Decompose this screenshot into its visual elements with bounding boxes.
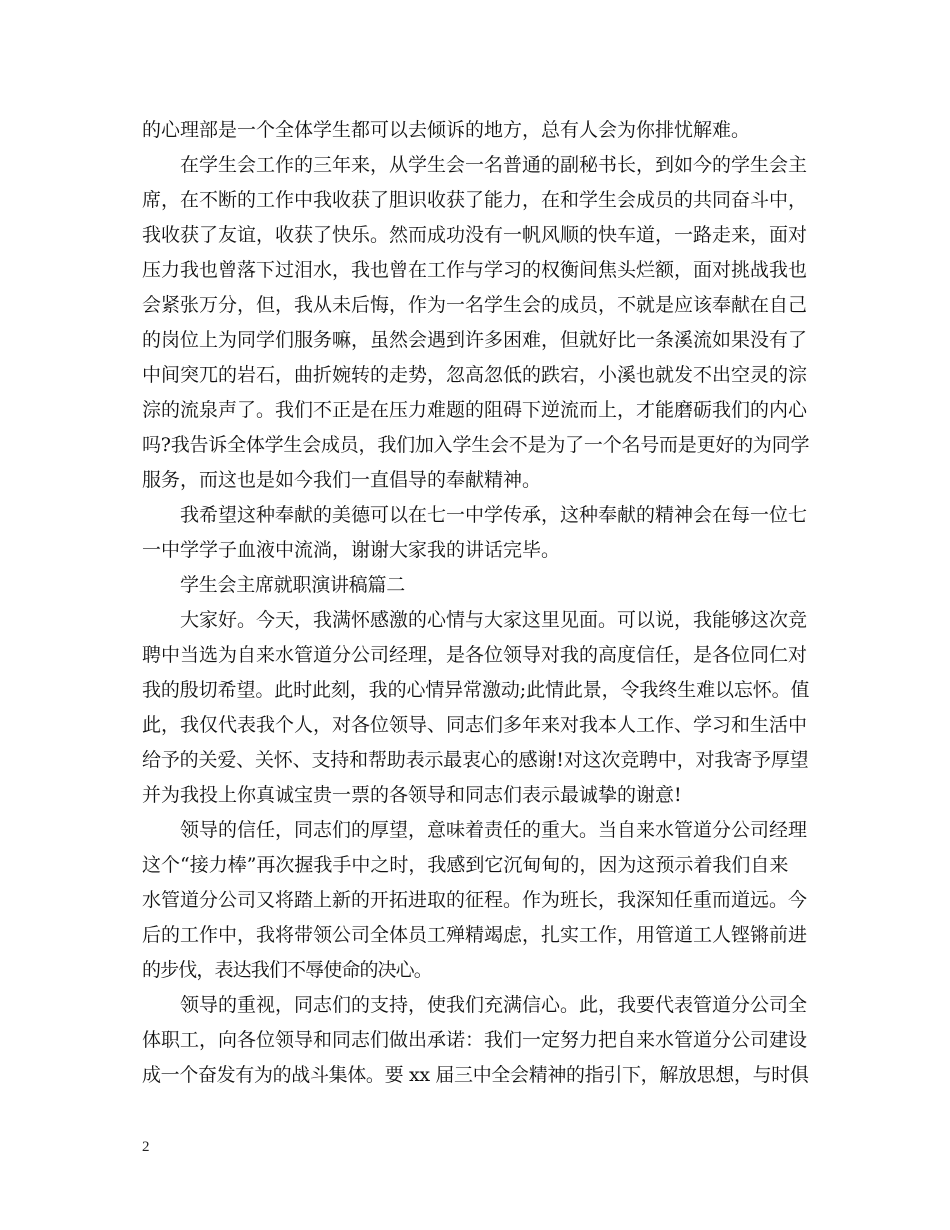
text-line: 压力我也曾落下过泪水，我也曾在工作与学习的权衡间焦头烂额，面对挑战我也 — [142, 259, 808, 281]
text-line: 中间突兀的岩石，曲折婉转的走势，忽高忽低的跌宕，小溪也就发不出空灵的淙 — [142, 364, 808, 386]
text-line: 领导的重视，同志们的支持，使我们充满信心。此，我要代表管道分公司全 — [180, 994, 808, 1016]
text-line: 我希望这种奉献的美德可以在七一中学传承，这种奉献的精神会在每一位七 — [180, 504, 808, 526]
text-line: 水管道分公司又将踏上新的开拓进取的征程。作为班长，我深知任重而道远。今 — [142, 889, 808, 911]
page-number: 2 — [142, 1139, 150, 1155]
text-line: 的岗位上为同学们服务嘛，虽然会遇到许多困难，但就好比一条溪流如果没有了 — [142, 329, 808, 351]
text-line: 此，我仅代表我个人，对各位领导、同志们多年来对我本人工作、学习和生活中 — [142, 714, 808, 736]
text-line: 这个“接力棒”再次握我手中之时，我感到它沉甸甸的，因为这预示着我们自来 — [142, 854, 789, 876]
text-line: 我收获了友谊，收获了快乐。然而成功没有一帆风顺的快车道，一路走来，面对 — [142, 224, 808, 246]
text-line: 并为我投上你真诚宝贵一票的各领导和同志们表示最诚挚的谢意! — [142, 784, 682, 806]
text-line: 聘中当选为自来水管道分公司经理，是各位领导对我的高度信任，是各位同仁对 — [142, 644, 808, 666]
text-line: 淙的流泉声了。我们不正是在压力难题的阻碍下逆流而上，才能磨砺我们的内心 — [142, 399, 808, 421]
text-line: 的心理部是一个全体学生都可以去倾诉的地方，总有人会为你排忧解难。 — [142, 119, 751, 141]
text-line: 的步伐，表达我们不辱使命的决心。 — [142, 959, 432, 981]
text-line: 大家好。今天，我满怀感激的心情与大家这里见面。可以说，我能够这次竞 — [180, 609, 808, 631]
text-line: 席，在不断的工作中我收获了胆识收获了能力，在和学生会成员的共同奋斗中， — [142, 189, 808, 211]
text-line: 一中学学子血液中流淌，谢谢大家我的讲话完毕。 — [142, 539, 561, 561]
text-line: 给予的关爱、关怀、支持和帮助表示最衷心的感谢!对这次竞聘中，对我寄予厚望 — [142, 749, 809, 771]
text-line: 吗?我告诉全体学生会成员，我们加入学生会不是为了一个名号而是更好的为同学 — [142, 434, 810, 456]
text-line: 在学生会工作的三年来，从学生会一名普通的副秘书长，到如今的学生会主 — [180, 154, 808, 176]
text-line: 会紧张万分，但，我从未后悔，作为一名学生会的成员，不就是应该奉献在自己 — [142, 294, 808, 316]
section-heading: 学生会主席就职演讲稿篇二 — [180, 574, 406, 596]
text-line: 成一个奋发有为的战斗集体。要 xx 届三中全会精神的指引下，解放思想，与时俱 — [142, 1064, 809, 1086]
text-line: 服务，而这也是如今我们一直倡导的奉献精神。 — [142, 469, 542, 491]
text-line: 后的工作中，我将带领公司全体员工殚精竭虑，扎实工作，用管道工人铿锵前进 — [142, 924, 808, 946]
text-line: 我的殷切希望。此时此刻，我的心情异常激动;此情此景，令我终生难以忘怀。值 — [142, 679, 810, 701]
text-line: 领导的信任，同志们的厚望，意味着责任的重大。当自来水管道分公司经理 — [180, 819, 808, 841]
text-line: 体职工，向各位领导和同志们做出承诺：我们一定努力把自来水管道分公司建设 — [142, 1029, 808, 1051]
